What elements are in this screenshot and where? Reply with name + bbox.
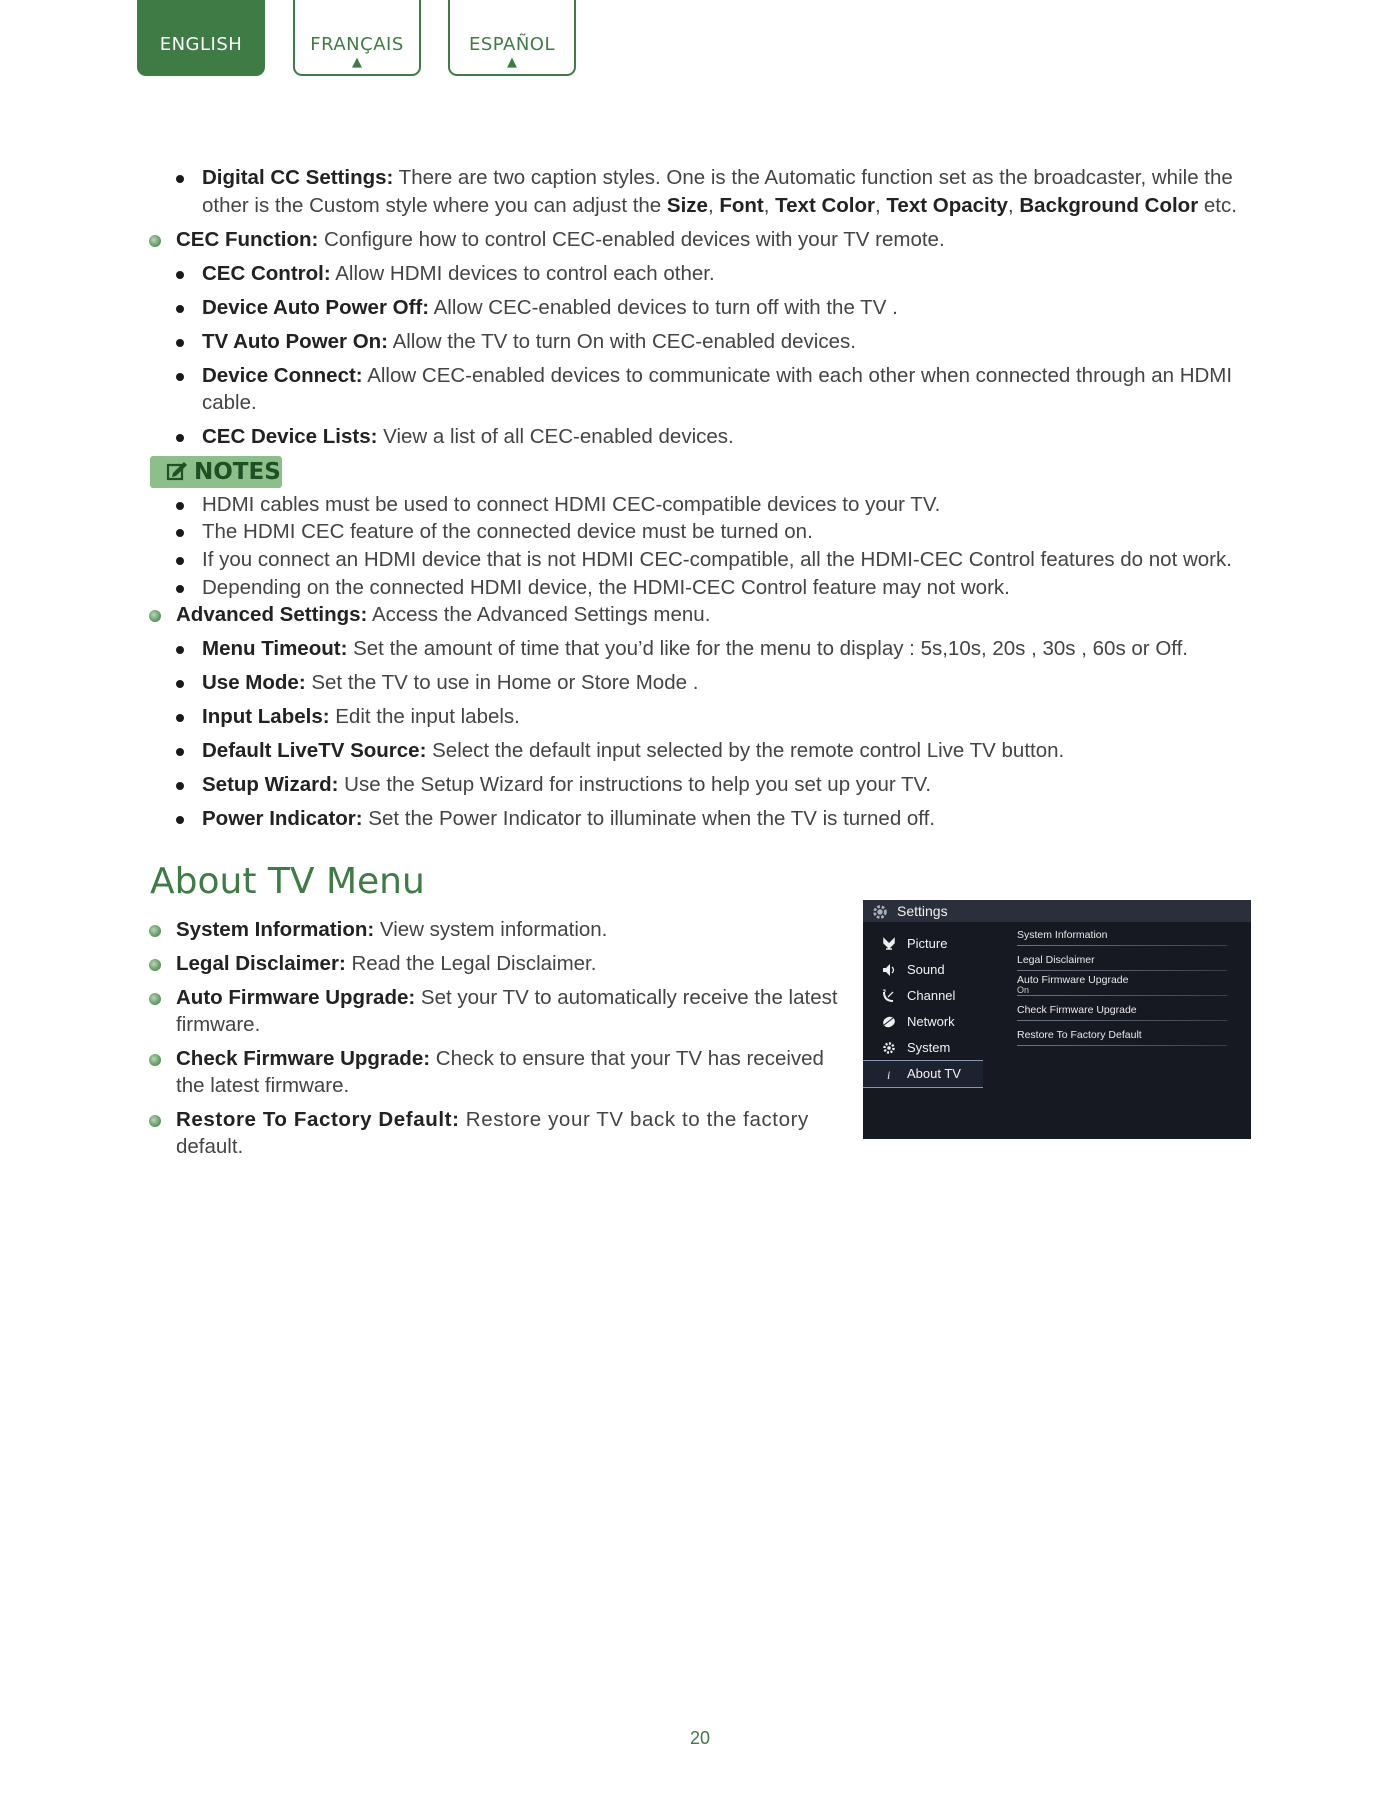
notes-item: Depending on the connected HDMI device, the HDMI-CEC Control feature may not work. [202,576,1010,599]
restore-factory-default-cont: default. [176,1135,244,1158]
tv-nav-label: System [907,1040,951,1055]
menu-timeout-term: Menu Timeout: [202,637,348,660]
bullet [176,502,184,510]
separator: , [875,194,887,217]
bullet [176,175,184,183]
use-mode [202,669,698,696]
tab-francais-label: FRANÇAIS [310,34,404,55]
cec-function-desc: Configure how to control CEC-enabled devices with your TV remote. [318,228,945,251]
tv-option-system-information[interactable] [1017,929,1221,941]
green-bullet [149,1054,161,1066]
cc-settings-desc: There are two caption styles. One is the Automatic function set as the broadcaster, while the [393,166,1233,189]
bullet [176,373,184,381]
tv-settings-title: Settings [897,903,948,919]
about-check-firmware-upgrade [176,1045,824,1072]
bullet [176,305,184,313]
green-bullet [149,1115,161,1127]
gear-icon [882,1041,896,1055]
tv-option-check-firmware-upgrade[interactable] [1017,1004,1221,1016]
system-information-desc: View system information. [374,918,608,941]
bullet [176,585,184,593]
cc-text-opacity-term: Text Opacity [886,194,1008,217]
tv-nav-sound[interactable] [863,957,983,983]
cec-function [176,226,945,253]
notes-badge [150,456,282,488]
cec-device-lists-desc: View a list of all CEC-enabled devices. [377,425,734,448]
notes-item: The HDMI CEC feature of the connected device must be turned on. [202,520,813,543]
tv-option-label: Restore To Factory Default [1017,1029,1142,1041]
device-auto-power-off-term: Device Auto Power Off: [202,296,430,319]
tv-nav-picture[interactable] [863,931,983,957]
tv-settings-header [863,900,1251,922]
cec-device-lists [202,423,734,450]
green-bullet [149,235,161,247]
satellite-dish-icon [882,989,896,1003]
separator: , [1007,194,1020,217]
separator: , [707,194,720,217]
tv-option-label: Check Firmware Upgrade [1017,1004,1137,1016]
page-number: 20 [689,1728,711,1748]
cec-function-term: CEC Function: [176,228,319,251]
device-connect-cont: cable. [202,391,257,414]
input-labels-desc: Edit the input labels. [329,705,520,728]
system-information-term: System Information: [176,918,375,941]
cec-control-desc: Allow HDMI devices to control each other. [330,262,715,285]
about-auto-firmware-upgrade [176,984,838,1011]
device-connect [202,362,1232,389]
svg-text:i: i [887,1068,891,1081]
bullet [176,646,184,654]
speaker-icon [882,963,896,977]
tv-nav-channel[interactable] [863,983,983,1009]
tv-auto-power-on-desc: Allow the TV to turn On with CEC-enabled devices. [388,330,856,353]
bullet [176,434,184,442]
tv-auto-power-on-term: TV Auto Power On: [202,330,389,353]
tv-option-auto-firmware-upgrade[interactable] [1017,974,1221,995]
green-bullet [149,959,161,971]
auto-firmware-upgrade-term: Auto Firmware Upgrade: [176,986,416,1009]
tv-option-label: System Information [1017,929,1108,941]
notes-label: NOTES [194,459,281,485]
device-auto-power-off-desc: Allow CEC-enabled devices to turn off with the TV . [429,296,898,319]
power-indicator-desc: Set the Power Indicator to illuminate when the TV is turned off. [362,807,936,830]
tab-english[interactable] [137,0,265,76]
cec-device-lists-term: CEC Device Lists: [202,425,378,448]
notes-item: If you connect an HDMI device that is not HDMI CEC-compatible, all the HDMI-CEC Control features do not work. [202,548,1232,571]
setup-wizard-desc: Use the Setup Wizard for instructions to help you set up your TV. [338,773,932,796]
cc-settings-term: Digital CC Settings: [202,166,394,189]
divider [1017,1045,1227,1046]
input-labels-term: Input Labels: [202,705,330,728]
tv-nav-label: Channel [907,988,956,1003]
device-connect-term: Device Connect: [202,364,363,387]
tv-nav-label: Network [907,1014,955,1029]
bullet [176,557,184,565]
notes-item: HDMI cables must be used to connect HDMI CEC-compatible devices to your TV. [202,493,941,516]
use-mode-term: Use Mode: [202,671,306,694]
power-indicator [202,805,935,832]
green-bullet [149,993,161,1005]
tv-settings-screenshot [863,900,1251,1139]
divider [1017,1020,1227,1021]
cec-control [202,260,715,287]
divider [1017,995,1227,996]
cc-settings-desc2: other is the Custom style where you can adjust the [202,194,667,217]
default-livetv-source [202,737,1064,764]
about-legal-disclaimer [176,950,596,977]
default-livetv-source-desc: Select the default input selected by the remote control Live TV button. [426,739,1065,762]
setup-wizard-term: Setup Wizard: [202,773,339,796]
cec-control-term: CEC Control: [202,262,331,285]
tv-nav-network[interactable] [863,1009,983,1035]
green-bullet [149,610,161,622]
cc-bg-color-term: Background Color [1019,194,1199,217]
cc-settings-line1 [202,164,1233,191]
input-labels [202,703,520,730]
tv-option-label: Auto Firmware Upgrade [1017,974,1129,986]
cc-settings-line2 [202,192,1237,219]
cc-size-term: Size [666,194,708,217]
triangle-up-icon: ▲ [507,55,517,70]
check-firmware-upgrade-term: Check Firmware Upgrade: [176,1047,431,1070]
note-edit-icon [166,461,188,481]
about-system-information [176,916,607,943]
separator: , [763,194,776,217]
menu-timeout [202,635,1188,662]
bullet [176,529,184,537]
bullet [176,748,184,756]
cc-font-term: Font [719,194,764,217]
legal-disclaimer-desc: Read the Legal Disclaimer. [345,952,597,975]
about-restore-factory-default [176,1106,809,1133]
cc-text-color-term: Text Color [775,194,876,217]
advanced-settings [176,601,710,628]
check-firmware-upgrade-cont: the latest firmware. [176,1074,350,1097]
triangle-up-icon: ▲ [352,55,362,70]
tab-english-label: ENGLISH [159,34,243,55]
divider [1017,945,1227,946]
device-connect-desc: Allow CEC-enabled devices to communicate with each other when connected through an HDMI [362,364,1233,387]
tv-auto-power-on [202,328,856,355]
tv-nav-label: Sound [907,962,945,977]
bullet [176,816,184,824]
auto-firmware-upgrade-cont: firmware. [176,1013,261,1036]
advanced-settings-term: Advanced Settings: [176,603,368,626]
tab-espanol-label: ESPAÑOL [469,34,555,55]
green-bullet [149,925,161,937]
tv-option-label: Legal Disclaimer [1017,954,1095,966]
tv-option-value: On [1017,985,1030,995]
tv-nav-label: About TV [907,1066,961,1081]
cc-settings-end: etc. [1198,194,1237,217]
gear-icon [871,903,889,921]
use-mode-desc: Set the TV to use in Home or Store Mode . [305,671,699,694]
bullet [176,271,184,279]
tv-option-legal-disclaimer[interactable] [1017,954,1221,966]
tab-espanol[interactable] [448,0,576,76]
check-firmware-upgrade-desc: Check to ensure that your TV has received [430,1047,824,1070]
bullet [176,680,184,688]
setup-wizard [202,771,931,798]
bullet [176,782,184,790]
tv-option-restore-factory-default[interactable] [1017,1029,1221,1041]
restore-factory-default-desc: Restore your TV back to the factory [459,1108,809,1131]
divider [1017,970,1227,971]
legal-disclaimer-term: Legal Disclaimer: [176,952,346,975]
bullet [176,714,184,722]
tv-nav-about-tv[interactable] [863,1060,983,1088]
tv-nav-system[interactable] [863,1035,983,1061]
menu-timeout-desc: Set the amount of time that you’d like for the menu to display : 5s,10s, 20s , 30s , 60s or Off. [347,637,1188,660]
auto-firmware-upgrade-desc: Set your TV to automatically receive the latest [415,986,838,1009]
tv-nav-label: Picture [907,936,948,951]
advanced-settings-desc: Access the Advanced Settings menu. [367,603,711,626]
default-livetv-source-term: Default LiveTV Source: [202,739,427,762]
section-title-about-tv: About TV Menu [150,861,425,902]
device-auto-power-off [202,294,898,321]
bullet [176,339,184,347]
power-indicator-term: Power Indicator: [202,807,363,830]
picture-icon [882,937,896,951]
info-icon [882,1067,896,1081]
globe-icon [882,1015,896,1029]
tab-francais[interactable] [293,0,421,76]
restore-factory-default-term: Restore To Factory Default: [176,1108,460,1131]
